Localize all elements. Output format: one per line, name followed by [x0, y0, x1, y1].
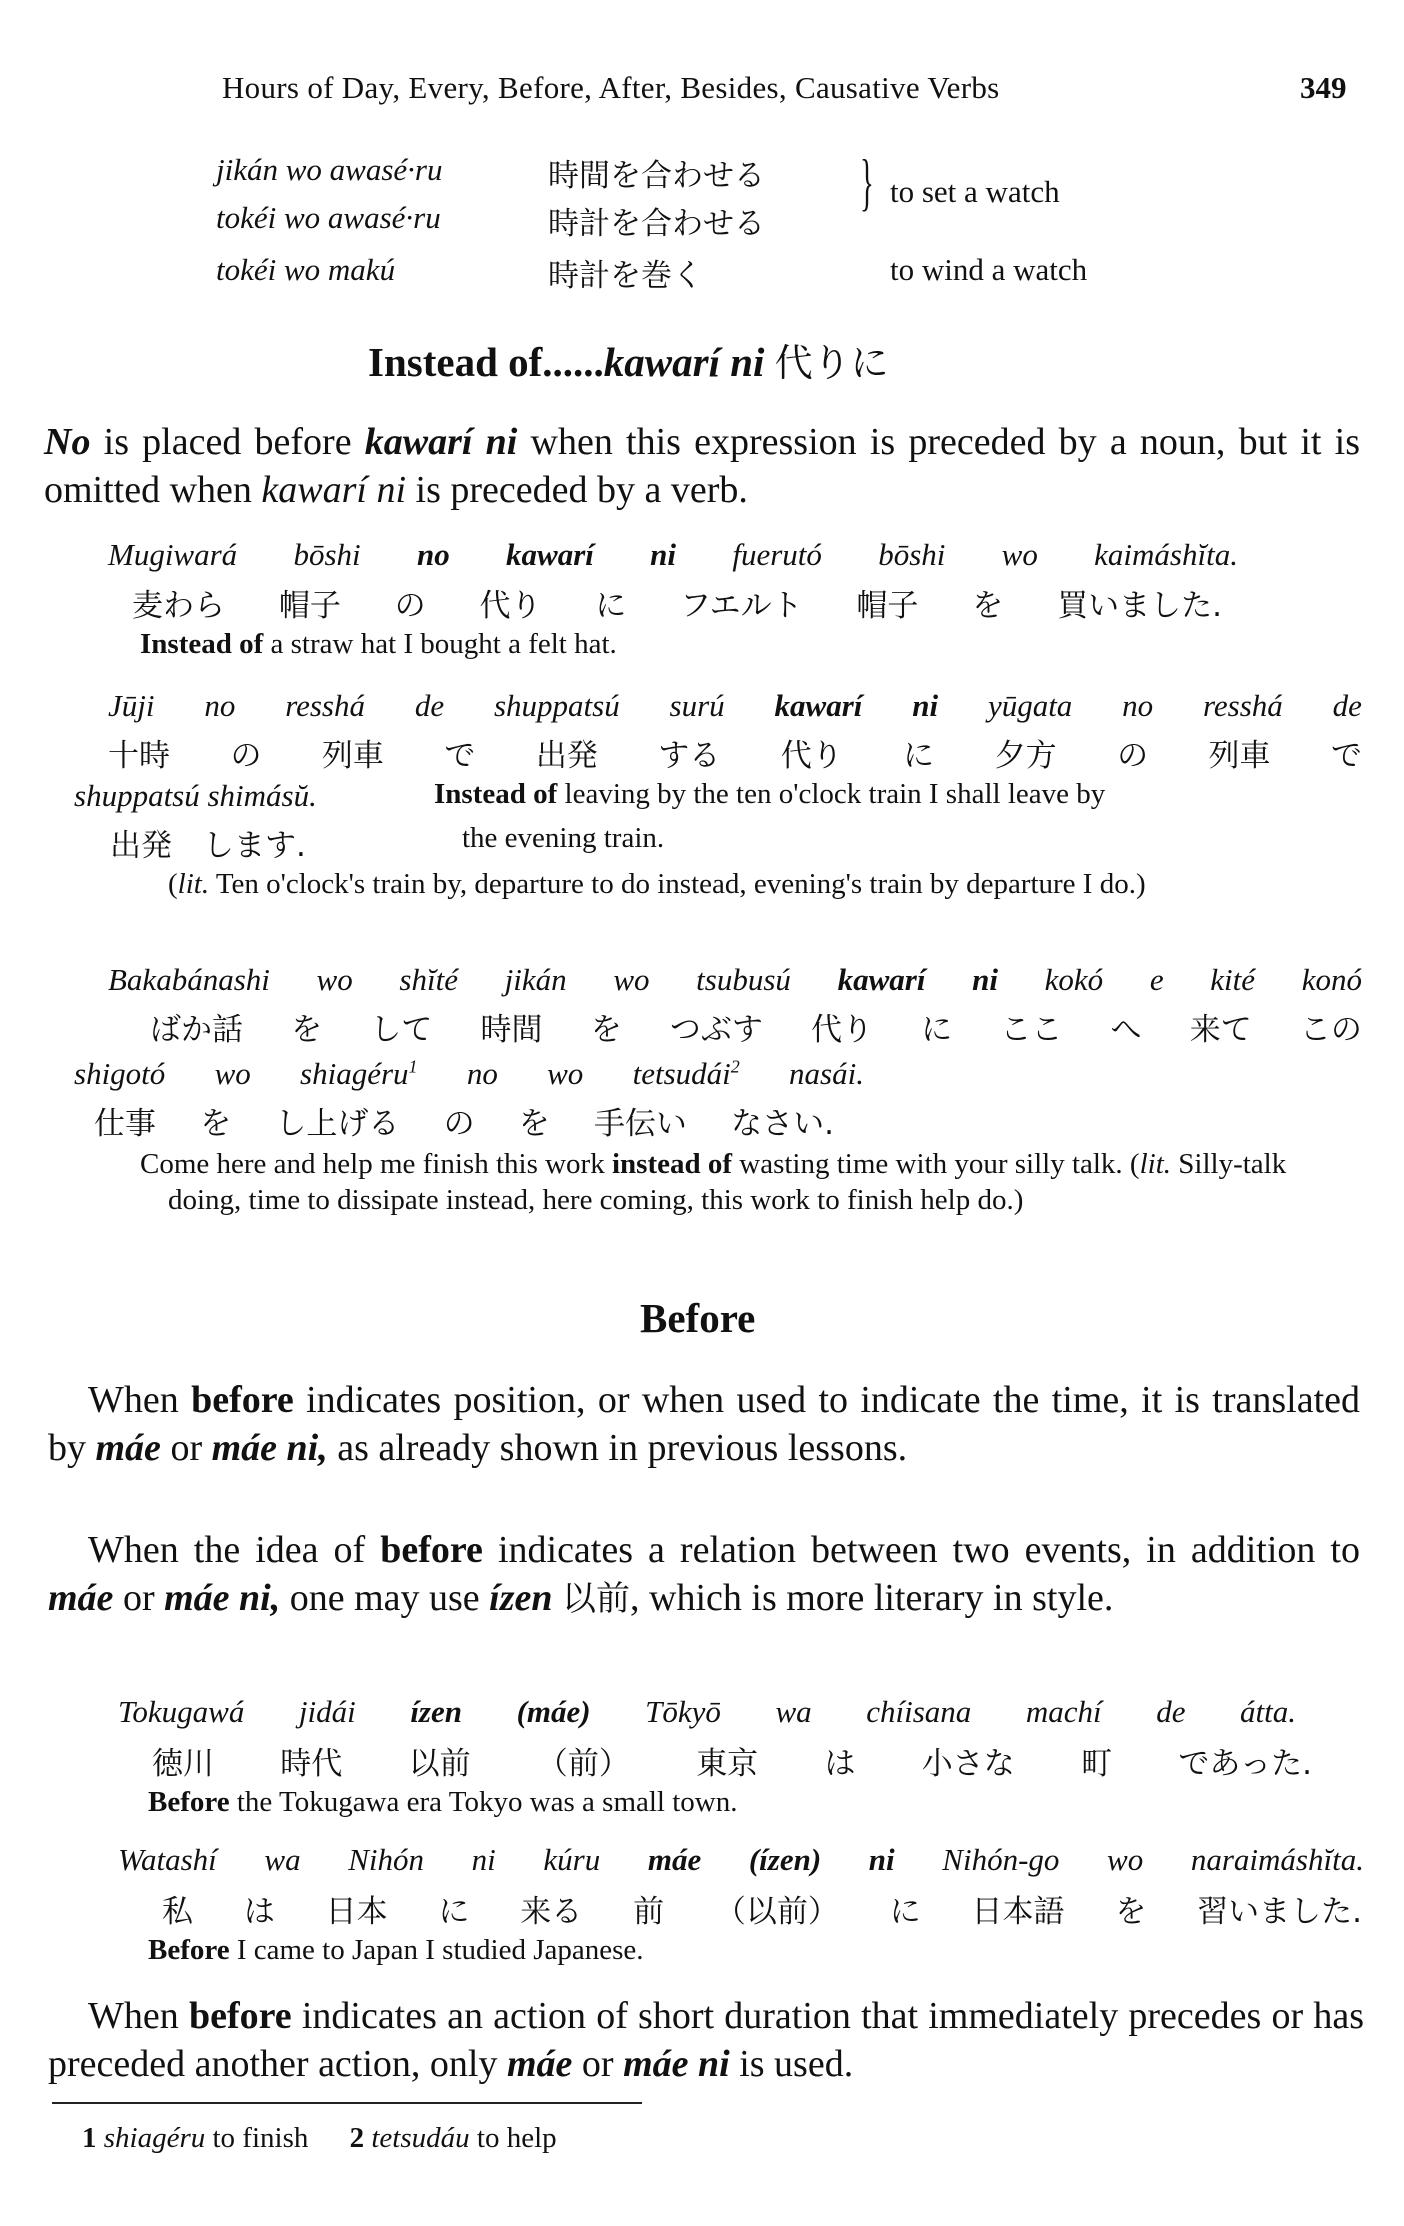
meaning-set-watch: to set a watch	[890, 174, 1060, 209]
ex1-roman-line: Mugiwará bōshi no kawarí ni fuerutó bōshi wo kaimáshĭta.	[108, 537, 1238, 572]
phrase-jp-1: 時間を合わせる	[548, 158, 765, 194]
before-ex1-jp-line: 徳川 時代 以前 （前） 東京 は 小さな 町 であった.	[152, 1746, 1312, 1782]
ex3-jp-line: ばか話 を して 時間 を つぶす 代り に ここ へ 来て この	[150, 1012, 1362, 1048]
ex3-translation: Come here and help me finish this work instead of wasting time with your silly talk. (lit. Silly-talk doing, time to dissipate instead, here coming, this work to finish help do.)	[140, 1148, 1287, 1216]
ex1-translation: Instead of a straw hat I bought a felt hat.	[140, 628, 617, 660]
phrase-roman-2: tokéi wo awasé·ru	[216, 200, 441, 235]
ex2-roman-line2: shuppatsú shimásŭ.	[74, 778, 317, 813]
footnote-2: 2 tetsudáu to help	[349, 2122, 557, 2154]
ex2-jp-line: 十時 の 列車 で 出発 する 代り に 夕方 の 列車 で	[108, 738, 1362, 774]
before-ex1-roman-line: Tokugawá jidái ízen (máe) Tōkyō wa chíisana machí de átta.	[118, 1694, 1296, 1729]
section-title-before: Before	[640, 1295, 756, 1341]
ex2-roman-line: Jūji no resshá de shuppatsú surú kawarí ni yūgata no resshá de	[108, 688, 1362, 723]
phrase-jp-2: 時計を合わせる	[548, 206, 765, 242]
ex3-roman-line2: shigotó wo shiagéru$^1$ no wo tetsudái$^2$ nasái.	[74, 1056, 864, 1091]
before-ex2-roman-line: Watashí wa Nihón ni kúru máe (ízen) ni Nihón-go wo naraimáshĭta.	[118, 1842, 1364, 1877]
before-paragraph-1: When before indicates position, or when used to indicate the time, it is translated by máe or máe ni, as already shown in previous lessons.	[48, 1379, 1360, 1469]
footnotes	[82, 2122, 557, 2155]
before-ex2-translation: Before I came to Japan I studied Japanese.	[148, 1934, 644, 1966]
page-number: 349	[1300, 70, 1347, 105]
ex2-jp-line2: 出発 します.	[110, 828, 306, 864]
section-title-instead: Instead of......kawarí ni 代りに	[368, 339, 889, 385]
ex2-translation-line2: the evening train.	[462, 822, 665, 854]
ex1-jp-line: 麦わら 帽子 の 代り に フエルト 帽子 を 買いました.	[132, 588, 1222, 624]
ex2-translation-line1: Instead of leaving by the ten o'clock train I shall leave by	[434, 778, 1106, 810]
phrase-jp-3: 時計を巻く	[548, 258, 703, 294]
ex2-literal: (lit. Ten o'clock's train by, departure to do instead, evening's train by departure I do.)	[168, 868, 1146, 900]
before-ex2-jp-line: 私 は 日本 に 来る 前 （以前） に 日本語 を 習いました.	[162, 1894, 1362, 1930]
grouping-brace: }	[860, 146, 874, 217]
phrase-roman-1: jikán wo awasé·ru	[216, 152, 443, 187]
footnote-rule	[52, 2102, 642, 2104]
ex3-roman-line: Bakabánashi wo shĭté jikán wo tsubusú kawarí ni kokó e kité konó	[108, 962, 1362, 997]
meaning-wind-watch: to wind a watch	[890, 252, 1088, 287]
before-ex1-translation: Before the Tokugawa era Tokyo was a small town.	[148, 1786, 738, 1818]
ex3-jp-line2: 仕事 を し上げる の を 手伝い なさい.	[94, 1106, 834, 1142]
running-header: Hours of Day, Every, Before, After, Besides, Causative Verbs	[222, 70, 1000, 105]
footnote-1: 1 shiagéru to finish	[82, 2122, 309, 2154]
before-paragraph-3: When before indicates an action of short duration that immediately precedes or has preceded another action, only máe or máe ni is used.	[48, 1995, 1364, 2085]
phrase-roman-3: tokéi wo makú	[216, 252, 396, 287]
instead-intro-paragraph: No is placed before kawarí ni when this expression is preceded by a noun, but it is omitted when kawarí ni is preceded by a verb.	[44, 421, 1360, 511]
before-paragraph-2: When the idea of before indicates a relation between two events, in addition to máe or máe ni, one may use ízen 以前, which is more literary in style.	[48, 1529, 1360, 1619]
